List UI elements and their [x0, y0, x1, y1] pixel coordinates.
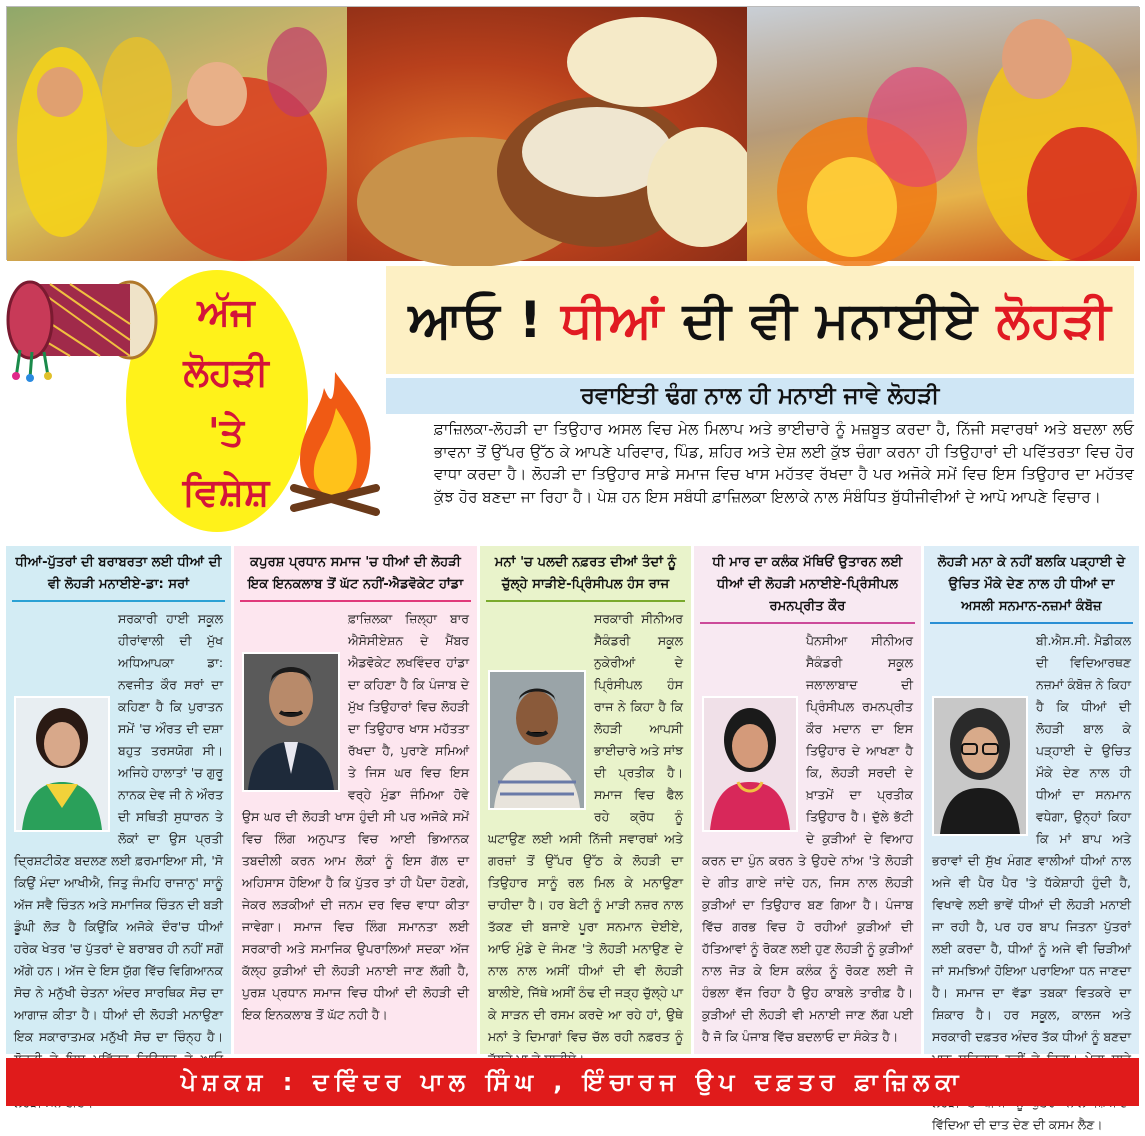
- column-body: [480, 602, 691, 1070]
- column-body: [234, 602, 477, 1026]
- portrait-photo: [242, 652, 340, 792]
- main-headline: [408, 291, 1111, 350]
- column-heading: ਮਨਾਂ 'ਚ ਪਲਦੀ ਨਫ਼ਰਤ ਦੀਆਂ ਤੰਦਾਂ ਨੂੰ ਚੁੱਲ੍ਹੇ ਸਾੜੀਏ-ਪ੍ਰਿੰਸੀਪਲ ਹੰਸ ਰਾਜ: [486, 550, 685, 602]
- column-heading: ਧੀ ਮਾਰ ਦਾ ਕਲੰਕ ਮੱਥਿਓਂ ਉਤਾਰਨ ਲਈ ਧੀਆਂ ਦੀ ਲੋਹੜੀ ਮਨਾਈਏ-ਪ੍ਰਿੰਸੀਪਲ ਰਮਨਪ੍ਰੀਤ ਕੌਰ: [700, 550, 915, 624]
- festival-special-badge: [6, 262, 376, 540]
- opinion-column-1: [6, 546, 231, 1054]
- bonfire-icon: [294, 368, 376, 518]
- subheadline-box: [386, 378, 1134, 414]
- headline-box: [386, 266, 1134, 374]
- presenter-credit: ਪੇਸ਼ਕਸ਼ : ਦਵਿੰਦਰ ਪਾਲ ਸਿੰਘ , ਇੰਚਾਰਜ ਉਪ ਦਫ਼ਤਰ ਫ਼ਾਜ਼ਿਲਕਾ: [180, 1068, 965, 1096]
- badge-line-2: ਲੋਹੜੀ: [183, 350, 269, 394]
- column-text: ਬੀ.ਐਸ.ਸੀ. ਮੈਡੀਕਲ ਦੀ ਵਿਦਿਆਰਥਣ ਨਜ਼ਮਾਂ ਕੰਬੋਜ਼ ਨੇ ਕਿਹਾ ਹੈ ਕਿ ਧੀਆਂ ਦੀ ਲੋਹੜੀ ਬਾਲ ਕੇ ਪੜ੍ਹਾਈ ਦੇ ਉਚਿਤ ਮੌਕੇ ਦੇਣ ਨਾਲ ਹੀ ਧੀਆਂ ਦਾ ਸਨਮਾਨ ਵਧੇਗਾ, ਉਨ੍ਹਾਂ ਕਿਹਾ ਕਿ ਮਾਂ ਬਾਪ ਅਤੇ ਭਰਾਵਾਂ ਦੀ ਸੁੱਖ ਮੰਗਣ ਵਾਲੀਆਂ ਧੀਆਂ ਨਾਲ ਅਜੇ ਵੀ ਪੈਰ ਪੈਰ 'ਤੇ ਧੱਕੇਸ਼ਾਹੀ ਹੁੰਦੀ ਹੈ, ਵਿਖਾਵੇ ਲਈ ਭਾਵੇਂ ਧੀਆਂ ਦੀ ਲੋਹੜੀ ਮਨਾਈ ਜਾ ਰਹੀ ਹੈ, ਪਰ ਹਰ ਬਾਪ ਜਿਤਨਾ ਪੁੱਤਰਾਂ ਲਈ ਕਰਦਾ ਹੈ, ਧੀਆਂ ਨੂੰ ਅਜੇ ਵੀ ਚਿੜੀਆਂ ਜਾਂ ਸਮਝਿਆਂ ਹੋਇਆ ਪਰਾਇਆ ਧਨ ਜਾਣਦਾ ਹੈ। ਸਮਾਜ ਦਾ ਵੱਡਾ ਤਬਕਾ ਵਿਤਕਰੇ ਦਾ ਸ਼ਿਕਾਰ ਹੈ। ਹਰ ਸਕੂਲ, ਕਾਲਜ ਅਤੇ ਸਰਕਾਰੀ ਦਫ਼ਤਰ ਅੰਦਰ ਤੱਕ ਧੀਆਂ ਨੂੰ ਬਣਦਾ ਵਿੱਦਿਆ ਦੀ ਦਾਤ ਦੇਣ ਦੀ ਕਸਮ ਲੈਣ।: [932, 633, 1131, 1132]
- portrait-photo: [932, 696, 1028, 836]
- lohri-photo-banner: [6, 6, 1139, 260]
- opinion-column-4: [694, 546, 921, 1054]
- column-text: ਸਰਕਾਰੀ ਹਾਈ ਸਕੂਲ ਹੀਰਾਂਵਾਲੀ ਦੀ ਮੁੱਖ ਅਧਿਆਪਕਾ ਡਾ: ਨਵਜੀਤ ਕੌਰ ਸਰਾਂ ਦਾ ਕਹਿਣਾ ਹੈ ਕਿ ਪੁਰਾਤਨ ਸਮੇਂ 'ਚ ਔਰਤ ਦੀ ਦਸ਼ਾ ਬਹੁਤ ਤਰਸਯੋਗ ਸੀ। ਅਜਿਹੇ ਹਾਲਾਤਾਂ 'ਚ ਗੁਰੂ ਨਾਨਕ ਦੇਵ ਜੀ ਨੇ ਔਰਤ ਦੀ ਸਥਿਤੀ ਸੁਧਾਰਨ ਤੇ ਲੋਕਾਂ ਦਾ ਉਸ ਪ੍ਰਤੀ ਦ੍ਰਿਸ਼ਟੀਕੋਣ ਬਦਲਣ ਲਈ ਫ਼ਰਮਾਇਆ ਸੀ, 'ਸੋ ਕਿਉਂ ਮੰਦਾ ਆਖੀਐ, ਜਿਤੁ ਜੰਮਹਿ ਰਾਜਾਨੁ' ਸਾਨੂੰ ਅੱਜ ਸਵੈ ਚਿੰਤਨ ਅਤੇ ਸਮਾਜਿਕ ਚਿੰਤਨ ਦੀ ਬੜੀ ਡੂੰਘੀ ਲੋੜ ਹੈ ਕਿਉਂਕਿ ਅਜੋਕੇ ਦੌਰ'ਚ ਧੀਆਂ ਹਰੇਕ ਖੇਤਰ 'ਚ ਪੁੱਤਰਾਂ ਦੇ ਬਰਾਬਰ ਹੀ ਨਹੀਂ ਸਗੋਂ ਅੱਗੇ ਹਨ। ਅੱਜ ਦੇ ਇਸ ਯੁੱਗ ਵਿੱਚ ਵਿਗਿਆਨਕ ਸੋਚ ਨੇ ਮਨੁੱਖੀ ਚੇਤਨਾ ਅੰਦਰ ਸਾਰਥਿਕ ਸੋਚ ਦਾ ਆਗਾਜ਼ ਕੀਤਾ ਹੈ। ਧੀਆਂ ਦੀ ਲੋਹੜੀ ਮਨਾਉਣਾ ਇਕ ਸਕਾਰਾਤਮਕ ਮਨੁੱਖੀ ਸੋਚ ਦਾ ਚਿੰਨ੍ਹ ਹੈ।: [14, 611, 224, 1044]
- opinion-column-5: [924, 546, 1139, 1132]
- girls-dancing-photo: [7, 7, 357, 261]
- column-text: ਸਰਕਾਰੀ ਸੀਨੀਅਰ ਸੈਕੰਡਰੀ ਸਕੂਲ ਨੁਕੇਰੀਆਂ ਦੇ ਪ੍ਰਿੰਸੀਪਲ ਹੰਸ ਰਾਜ ਨੇ ਕਿਹਾ ਹੈ ਕਿ ਲੋਹੜੀ ਆਪਸੀ ਭਾਈਚਾਰੇ ਅਤੇ ਸਾਂਝ ਦੀ ਪ੍ਰਤੀਕ ਹੈ। ਸਮਾਜ ਵਿਚ ਫੈਲ ਰਹੇ ਕ੍ਰੋਧ ਨੂੰ ਘਟਾਉਣ ਲਈ ਅਸੀ ਨਿੱਜੀ ਸਵਾਰਥਾਂ ਅਤੇ ਗਰਜ਼ਾਂ ਤੋਂ ਉੱਪਰ ਉੱਠ ਕੇ ਲੋਹੜੀ ਦਾ ਤਿਉਹਾਰ ਸਾਨੂੰ ਰਲ ਮਿਲ ਕੇ ਮਨਾਉਣਾ ਚਾਹੀਦਾ ਹੈ। ਹਰ ਬੇਟੀ ਨੂੰ ਮਾੜੀ ਨਜ਼ਰ ਨਾਲ ਤੱਕਣ ਦੀ ਬਜਾਏ ਪੂਰਾ ਸਨਮਾਨ ਦੇਈਏ, ਆਓ ਮੁੰਡੇ ਦੇ ਜੰਮਣ 'ਤੇ ਲੋਹੜੀ ਮਨਾਉਣ ਦੇ ਨਾਲ ਨਾਲ ਅਸੀਂ ਧੀਆਂ ਦੀ ਵੀ ਲੋਹੜੀ ਬਾਲੀਏ, ਜਿੱਥੇ ਅਸੀਂ ਠੰਢ ਦੀ ਜੜ੍ਹ ਚੁੱਲ੍ਹੇ ਪਾ ਕੇ ਸਾੜਨ ਦੀ ਰਸਮ ਕਰਦੇ ਆ ਰਹੇ ਹਾਂ, ਉਥੇ ਮਨਾਂ ਤੇ ਦਿਮਾਗਾਂ ਵਿਚ ਚੱਲ ਰਹੀ ਨਫ਼ਰਤ ਨੂੰ: [488, 611, 683, 1044]
- badge-line-1: ਅੱਜ: [197, 290, 255, 334]
- aaj-lohri-te-vishesh-label: [156, 282, 296, 522]
- badge-line-4: ਵਿਸ਼ੇਸ਼: [182, 470, 270, 514]
- bonfire-celebration-photo: [747, 7, 1140, 261]
- headline-part-4: ਲੋਹੜੀ: [996, 290, 1112, 349]
- dhol-drum-icon: [10, 280, 160, 380]
- column-heading: ਕਪੁਰਸ਼ ਪ੍ਰਧਾਨ ਸਮਾਜ 'ਚ ਧੀਆਂ ਦੀ ਲੋਹੜੀ ਇਕ ਇਨਕਲਾਬ ਤੋਂ ਘੱਟ ਨਹੀਂ-ਐਡਵੋਕੇਟ ਹਾਂਡਾ: [240, 550, 471, 602]
- opinion-column-3: [480, 546, 691, 1054]
- column-body: [694, 624, 921, 1048]
- column-heading: ਧੀਆਂ-ਪੁੱਤਰਾਂ ਦੀ ਬਰਾਬਰਤਾ ਲਈ ਧੀਆਂ ਦੀ ਵੀ ਲੋਹੜੀ ਮਨਾਈਏ-ਡਾ: ਸਰਾਂ: [12, 550, 225, 602]
- headline-part-3: ਦੀ ਵੀ ਮਨਾਈਏ: [664, 290, 997, 349]
- portrait-photo: [488, 670, 586, 810]
- presenter-footer: [6, 1058, 1139, 1106]
- portrait-photo: [702, 696, 798, 832]
- intro-paragraph: ਫ਼ਾਜ਼ਿਲਕਾ-ਲੋਹੜੀ ਦਾ ਤਿਉਹਾਰ ਅਸਲ ਵਿਚ ਮੇਲ ਮਿਲਾਪ ਅਤੇ ਭਾਈਚਾਰੇ ਨੂੰ ਮਜ਼ਬੂਤ ਕਰਦਾ ਹੈ, ਨਿੱਜੀ ਸਵਾਰਥਾਂ ਅਤੇ ਬਦਲਾ ਲਓ ਭਾਵਨਾ ਤੋਂ ਉੱਪਰ ਉੱਠ ਕੇ ਆਪਣੇ ਪਰਿਵਾਰ, ਪਿੰਡ, ਸ਼ਹਿਰ ਅਤੇ ਦੇਸ਼ ਲਈ ਕੁੱਝ ਚੰਗਾ ਕਰਨਾ ਹੀ ਤਿਉਹਾਰਾਂ ਦੀ ਪਵਿੱਤਰਤਾ ਵਿਚ ਹੋਰ ਵਾਧਾ ਕਰਦਾ ਹੈ। ਲੋਹੜੀ ਦਾ ਤਿਉਹਾਰ ਸਾਡੇ ਸਮਾਜ ਵਿਚ ਖਾਸ ਮਹੱਤਵ ਰੱਖਦਾ ਹੈ ਪਰ ਅਜੋਕੇ ਸਮੇਂ ਵਿਚ ਇਸ ਤਿਉਹਾਰ ਦਾ ਮਹੱਤਵ ਕੁੱਝ ਹੋਰ ਬਣਦਾ ਜਾ ਰਿਹਾ ਹੈ। ਪੇਸ਼ ਹਨ ਇਸ ਸਬੰਧੀ ਫ਼ਾਜ਼ਿਲਕਾ ਇਲਾਕੇ ਨਾਲ ਸੰਬੰਧਿਤ ਬੁੱਧੀਜੀਵੀਆਂ ਦੇ ਆਪੋ ਆਪਣੇ ਵਿਚਾਰ।: [434, 420, 1134, 506]
- portrait-photo: [14, 696, 110, 832]
- column-body: [6, 602, 231, 1114]
- peanuts-popcorn-photo: [347, 7, 757, 261]
- column-text: ਫ਼ਾਜ਼ਿਲਕਾ ਜ਼ਿਲ੍ਹਾ ਬਾਰ ਐਸੋਸੀਏਸ਼ਨ ਦੇ ਮੈਂਬਰ ਐਡਵੋਕੇਟ ਲਖਵਿੰਦਰ ਹਾਂਡਾ ਦਾ ਕਹਿਣਾ ਹੈ ਕਿ ਪੰਜਾਬ ਦੇ ਮੁੱਖ ਤਿਉਹਾਰਾਂ ਵਿਚ ਲੋਹੜੀ ਦਾ ਤਿਉਹਾਰ ਖਾਸ ਮਹੱਤਤਾ ਰੱਖਦਾ ਹੈ, ਪੁਰਾਣੇ ਸਮਿਆਂ ਤੇ ਜਿਸ ਘਰ ਵਿਚ ਇਸ ਵਰ੍ਹੇ ਮੁੰਡਾ ਜੰਮਿਆ ਹੋਵੇ ਉਸ ਘਰ ਦੀ ਲੋਹੜੀ ਖਾਸ ਹੁੰਦੀ ਸੀ ਪਰ ਅਜੋਕੇ ਸਮੇਂ ਵਿਚ ਲਿੰਗ ਅਨੁਪਾਤ ਵਿਚ ਆਈ ਭਿਆਨਕ ਤਬਦੀਲੀ ਕਰਨ ਆਮ ਲੋਕਾਂ ਨੂੰ ਇਸ ਗੱਲ ਦਾ ਅਹਿਸਾਸ ਹੋਇਆ ਹੈ ਕਿ ਪੁੱਤਰ ਤਾਂ ਹੀ ਪੈਦਾ ਹੋਣਗੇ, ਜੇਕਰ ਲੜਕੀਆਂ ਦੀ ਜਨਮ ਦਰ ਵਿਚ ਵਾਧਾ ਕੀਤਾ ਜਾਵੇਗਾ। ਸਮਾਜ ਵਿਚ ਲਿੰਗ ਸਮਾਨਤਾ ਲਈ ਸਰਕਾਰੀ ਅਤੇ ਸਮਾਜਿਕ ਉਪਰਾਲਿਆਂ ਸਦਕਾ ਅੱਜ ਕੱਲ੍ਹ ਕੁੜੀਆਂ ਦੀ ਲੋਹੜੀ ਮਨਾਈ ਜਾਣ ਲੱਗੀ ਹੈ, ਪੁਰਸ਼ ਪ੍ਰਧਾਨ ਸਮਾਜ ਵਿਚ ਧੀਆਂ ਦੀ ਲੋਹੜੀ ਦੀ ਇਕ ਇਨਕਲਾਬ ਤੋਂ ਘੱਟ ਨਹੀ ਹੈ।: [242, 611, 469, 1022]
- badge-line-3: 'ਤੇ: [208, 410, 244, 454]
- subheadline: ਰਵਾਇਤੀ ਢੰਗ ਨਾਲ ਹੀ ਮਨਾਈ ਜਾਵੇ ਲੋਹੜੀ: [580, 383, 940, 409]
- opinion-column-2: [234, 546, 477, 1054]
- column-heading: ਲੋਹੜੀ ਮਨਾ ਕੇ ਨਹੀਂ ਬਲਕਿ ਪੜ੍ਹਾਈ ਦੇ ਉਚਿਤ ਮੌਕੇ ਦੇਣ ਨਾਲ ਹੀ ਧੀਆਂ ਦਾ ਅਸਲੀ ਸਨਮਾਨ-ਨਜ਼ਮਾਂ ਕੰਬੋਜ਼: [930, 550, 1133, 624]
- headline-part-2: ਧੀਆਂ: [561, 290, 665, 349]
- column-text: ਪੈਨਸੀਆ ਸੀਨੀਅਰ ਸੈਕੰਡਰੀ ਸਕੂਲ ਜਲਾਲਾਬਾਦ ਦੀ ਪ੍ਰਿੰਸੀਪਲ ਰਮਨਪ੍ਰੀਤ ਕੌਰ ਮਦਾਨ ਦਾ ਇਸ ਤਿਉਹਾਰ ਦੇ ਆਖਣਾ ਹੈ ਕਿ, ਲੋਹੜੀ ਸਰਦੀ ਦੇ ਖ਼ਾਤਮੇਂ ਦਾ ਪ੍ਰਤੀਕ ਤਿਉਹਾਰ ਹੈ। ਦੁੱਲੇ ਭੱਟੀ ਦੇ ਕੁੜੀਆਂ ਦੇ ਵਿਆਹ ਕਰਨ ਦਾ ਪੁੰਨ ਕਰਨ ਤੇ ਉਹਦੇ ਨਾਂਅ 'ਤੇ ਲੋਹੜੀ ਦੇ ਗੀਤ ਗਾਏ ਜਾਂਦੇ ਹਨ, ਜਿਸ ਨਾਲ ਲੋਹੜੀ ਕੁੜੀਆਂ ਦਾ ਤਿਉਹਾਰ ਬਣ ਗਿਆ ਹੈ। ਪੰਜਾਬ ਵਿੱਚ ਗਰਭ ਵਿਚ ਹੋ ਰਹੀਆਂ ਕੁੜੀਆਂ ਦੀ ਹੱਤਿਆਵਾਂ ਨੂੰ ਰੋਕਣ ਲਈ ਹੁਣ ਲੋਹੜੀ ਨੂੰ ਕੁੜੀਆਂ ਨਾਲ ਜੋੜ ਕੇ ਇਸ ਕਲੰਕ ਨੂੰ ਰੋਕਣ ਲਈ ਜੋ ਹੰਭਲਾ ਵੱਜ ਰਿਹਾ ਹੈ ਉਹ ਕਾਬਲੇ ਤਾਰੀਫ਼ ਹੈ। ਕੁੜੀਆਂ ਦੀ ਲੋਹੜੀ ਵੀ ਮਨਾਈ ਜਾਣ ਲੱਗ ਪਈ ਹੈ ਜੋ ਕਿ ਪੰਜਾਬ ਵਿੱਚ ਬਦਲਾਓ ਦਾ ਸੰਕੇਤ ਹੈ।: [702, 633, 913, 1044]
- headline-part-1: ਆਓ !: [408, 290, 562, 349]
